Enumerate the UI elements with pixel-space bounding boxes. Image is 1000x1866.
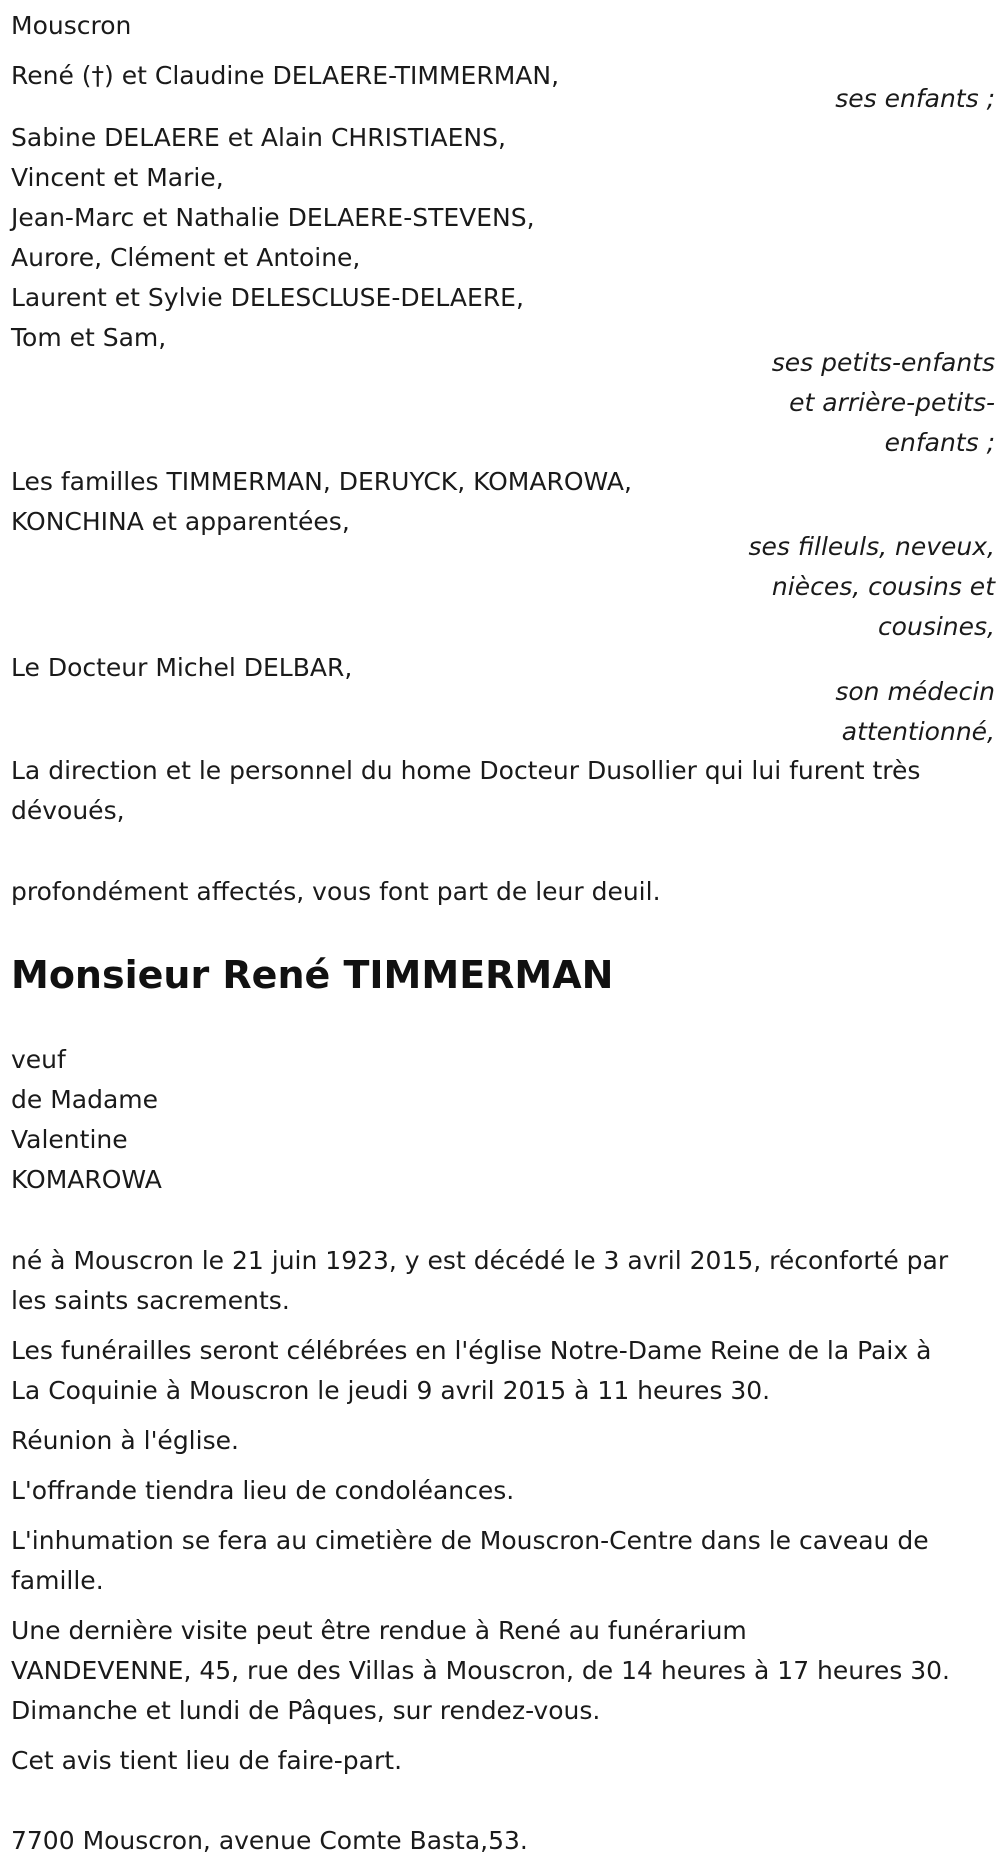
children-names: René (†) et Claudine DELAERE-TIMMERMAN, — [11, 61, 560, 90]
visit-line: Dimanche et lundi de Pâques, sur rendez-vous. — [11, 1696, 601, 1725]
funeral-line: Les funérailles seront célébrées en l'église Notre-Dame Reine de la Paix à — [11, 1336, 932, 1365]
grandchild-line: Vincent et Marie, — [11, 163, 224, 192]
widower-line: de Madame — [11, 1085, 159, 1114]
offering-text: L'offrande tiendra lieu de condoléances. — [11, 1476, 515, 1505]
widower-line: Valentine — [11, 1125, 128, 1154]
announcement-text: profondément affectés, vous font part de leur deuil. — [11, 877, 661, 906]
widower-line: veuf — [11, 1045, 66, 1074]
doctor-relation: son médecin — [835, 677, 995, 706]
grandchildren-relation: et arrière-petits- — [789, 388, 995, 417]
city-label: Mouscron — [11, 11, 132, 40]
doctor-relation: attentionné, — [841, 717, 995, 746]
birth-line: né à Mouscron le 21 juin 1923, y est décédé le 3 avril 2015, réconforté par — [11, 1246, 949, 1275]
grandchild-line: Tom et Sam, — [11, 323, 167, 352]
families-line: Les familles TIMMERMAN, DERUYCK, KOMAROWA, — [11, 467, 632, 496]
widower-line: KOMAROWA — [11, 1165, 162, 1194]
birth-line: les saints sacrements. — [11, 1286, 290, 1315]
home-staff-line: La direction et le personnel du home Docteur Dusollier qui lui furent très — [11, 756, 921, 785]
visit-line: Une dernière visite peut être rendue à René au funérarium — [11, 1616, 747, 1645]
children-relation: ses enfants ; — [835, 84, 995, 113]
families-relation: cousines, — [877, 612, 995, 641]
deceased-name: Monsieur René TIMMERMAN — [11, 953, 614, 997]
grandchildren-relation: ses petits-enfants — [771, 348, 995, 377]
families-relation: ses filleuls, neveux, — [748, 532, 995, 561]
grandchild-line: Sabine DELAERE et Alain CHRISTIAENS, — [11, 123, 506, 152]
grandchild-line: Jean-Marc et Nathalie DELAERE-STEVENS, — [11, 203, 535, 232]
grandchildren-relation: enfants ; — [884, 428, 995, 457]
notice-text: Cet avis tient lieu de faire-part. — [11, 1746, 403, 1775]
doctor-name: Le Docteur Michel DELBAR, — [11, 653, 353, 682]
burial-line: famille. — [11, 1566, 104, 1595]
address-text: 7700 Mouscron, avenue Comte Basta,53. — [11, 1826, 528, 1855]
families-relation: nièces, cousins et — [771, 572, 995, 601]
funeral-line: La Coquinie à Mouscron le jeudi 9 avril 2015 à 11 heures 30. — [11, 1376, 771, 1405]
families-line: KONCHINA et apparentées, — [11, 507, 350, 536]
visit-line: VANDEVENNE, 45, rue des Villas à Mouscron, de 14 heures à 17 heures 30. — [11, 1656, 950, 1685]
grandchild-line: Aurore, Clément et Antoine, — [11, 243, 361, 272]
burial-line: L'inhumation se fera au cimetière de Mouscron-Centre dans le caveau de — [11, 1526, 929, 1555]
home-staff-line: dévoués, — [11, 796, 125, 825]
meeting-text: Réunion à l'église. — [11, 1426, 239, 1455]
grandchild-line: Laurent et Sylvie DELESCLUSE-DELAERE, — [11, 283, 524, 312]
